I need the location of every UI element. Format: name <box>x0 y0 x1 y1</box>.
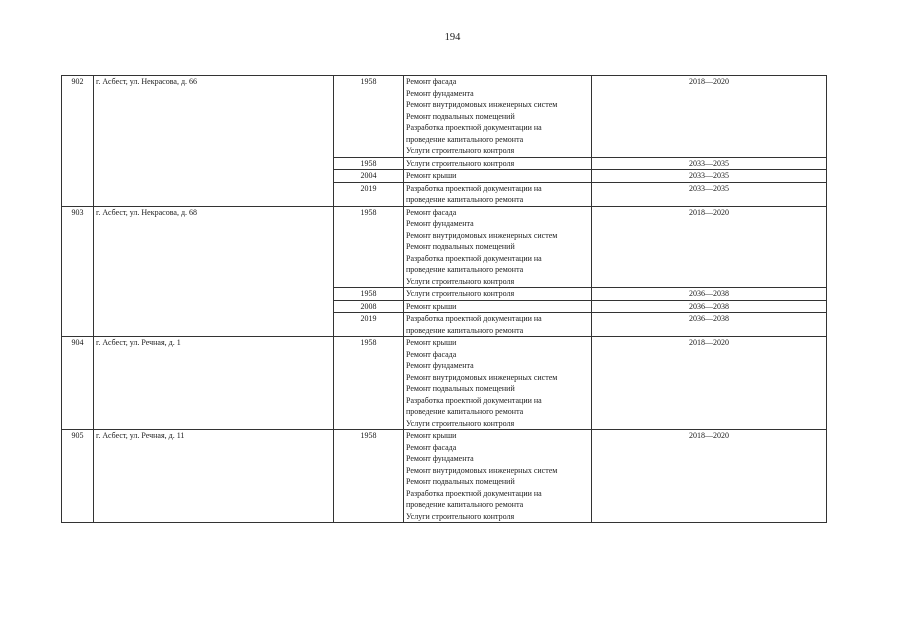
work-item: Разработка проектной документации на <box>406 488 542 498</box>
work-item: Услуги строительного контроля <box>406 276 515 286</box>
period-cell: 2018—2020 <box>592 430 827 523</box>
work-item: проведение капитального ремонта <box>406 500 524 509</box>
work-item: Ремонт внутридомовых инженерных систем <box>406 230 558 240</box>
work-item: Ремонт крыши <box>406 171 457 180</box>
table-body <box>62 76 827 523</box>
table-row <box>62 206 827 288</box>
year-cell: 1958 <box>334 157 404 170</box>
year-cell: 2019 <box>334 313 404 337</box>
year-cell: 1958 <box>334 76 404 158</box>
works-cell <box>404 182 592 206</box>
works-cell <box>404 300 592 313</box>
work-item: Разработка проектной документации на <box>406 183 542 193</box>
page-number: 194 <box>444 32 461 43</box>
works-cell <box>404 313 592 337</box>
work-item: Услуги строительного контроля <box>406 418 515 428</box>
row-number: 905 <box>62 430 94 523</box>
work-item: Ремонт крыши <box>406 301 457 311</box>
works-cell <box>404 157 592 170</box>
works-cell <box>404 170 592 183</box>
period-cell: 2018—2020 <box>592 337 827 430</box>
row-number: 903 <box>62 206 94 337</box>
work-item: проведение капитального ремонта <box>406 325 524 335</box>
work-item: проведение капитального ремонта <box>406 134 524 144</box>
work-item: Услуги строительного контроля <box>406 511 515 521</box>
address-cell: г. Асбест, ул. Речная, д. 1 <box>94 337 334 430</box>
row-number: 904 <box>62 337 94 430</box>
year-cell: 2004 <box>334 170 404 183</box>
work-item: Ремонт внутридомовых инженерных систем <box>406 100 558 109</box>
work-item: проведение капитального ремонта <box>406 195 524 204</box>
work-item: Ремонт фасада <box>406 207 457 217</box>
row-number: 902 <box>62 76 94 207</box>
work-item: проведение капитального ремонта <box>406 265 524 274</box>
period-cell: 2033—2035 <box>592 170 827 183</box>
year-cell: 1958 <box>334 430 404 523</box>
work-item: Разработка проектной документации на <box>406 253 542 263</box>
table-row <box>62 430 827 523</box>
table-row <box>62 76 827 158</box>
work-item: Ремонт фасада <box>406 77 457 86</box>
works-cell <box>404 430 592 523</box>
table-row <box>62 337 827 430</box>
work-item: Ремонт подвальных помещений <box>406 242 515 251</box>
period-cell: 2036—2038 <box>592 313 827 337</box>
work-item: Ремонт фундамента <box>406 219 474 228</box>
work-item: Ремонт внутридомовых инженерных систем <box>406 465 558 475</box>
work-item: Ремонт фундамента <box>406 454 474 463</box>
work-item: Ремонт фундамента <box>406 88 474 98</box>
year-cell: 1958 <box>334 337 404 430</box>
work-item: Услуги строительного контроля <box>406 146 515 155</box>
work-item: Ремонт подвальных помещений <box>406 111 515 121</box>
work-item: Ремонт фундамента <box>406 361 474 370</box>
period-cell: 2036—2038 <box>592 288 827 301</box>
work-item: Разработка проектной документации на <box>406 314 542 323</box>
work-item: Услуги строительного контроля <box>406 289 515 298</box>
work-item: Ремонт фасада <box>406 349 457 359</box>
year-cell: 2008 <box>334 300 404 313</box>
works-cell <box>404 288 592 301</box>
period-cell: 2033—2035 <box>592 157 827 170</box>
address-cell: г. Асбест, ул. Некрасова, д. 68 <box>94 206 334 337</box>
work-item: проведение капитального ремонта <box>406 407 524 416</box>
address-cell: г. Асбест, ул. Некрасова, д. 66 <box>94 76 334 207</box>
year-cell: 1958 <box>334 206 404 288</box>
work-item: Ремонт крыши <box>406 431 457 440</box>
period-cell: 2036—2038 <box>592 300 827 313</box>
work-item: Ремонт крыши <box>406 338 457 347</box>
work-item: Разработка проектной документации на <box>406 395 542 405</box>
works-cell <box>404 206 592 288</box>
period-cell: 2018—2020 <box>592 76 827 158</box>
address-cell: г. Асбест, ул. Речная, д. 11 <box>94 430 334 523</box>
works-cell <box>404 76 592 158</box>
period-cell: 2018—2020 <box>592 206 827 288</box>
work-item: Ремонт подвальных помещений <box>406 384 515 393</box>
year-cell: 1958 <box>334 288 404 301</box>
period-cell: 2033—2035 <box>592 182 827 206</box>
work-item: Разработка проектной документации на <box>406 123 542 132</box>
work-item: Ремонт подвальных помещений <box>406 477 515 486</box>
year-cell: 2019 <box>334 182 404 206</box>
works-cell <box>404 337 592 430</box>
work-item: Ремонт фасада <box>406 442 457 452</box>
work-item: Услуги строительного контроля <box>406 158 515 168</box>
work-item: Ремонт внутридомовых инженерных систем <box>406 372 558 382</box>
repair-schedule-table <box>61 75 827 523</box>
